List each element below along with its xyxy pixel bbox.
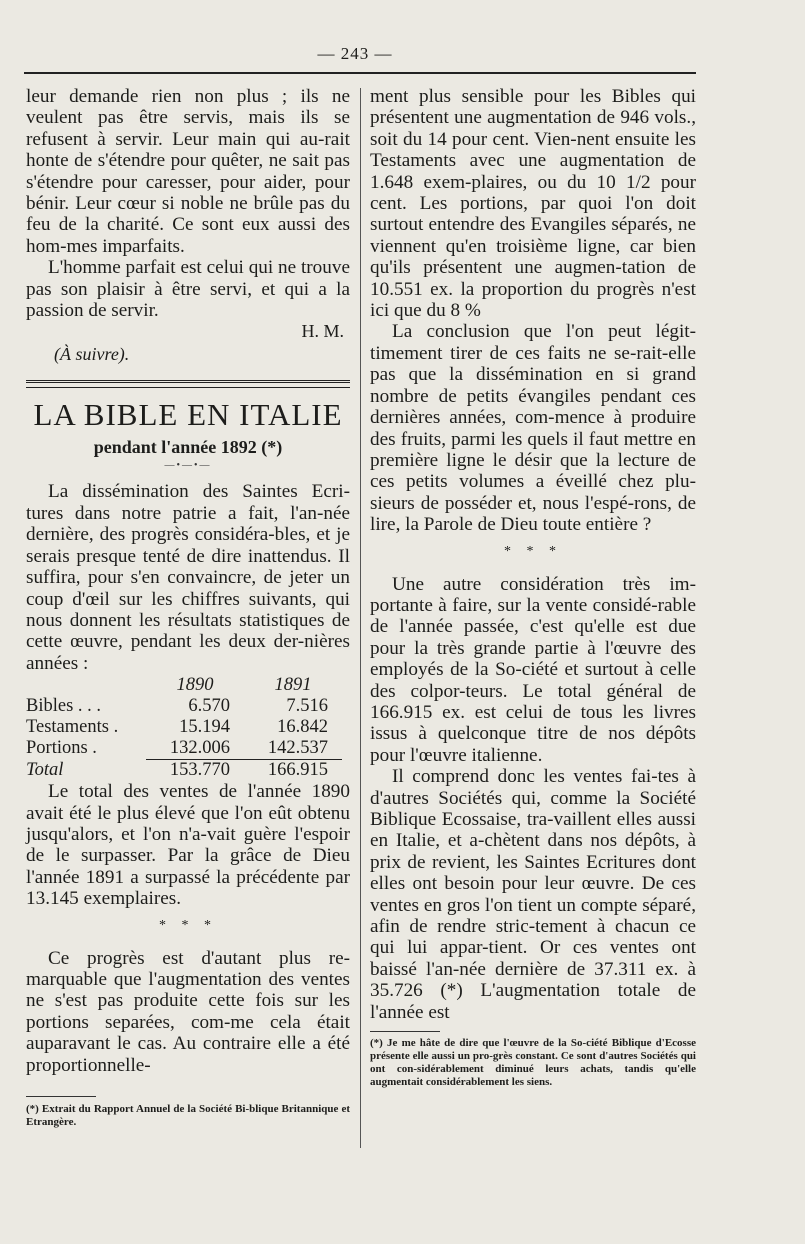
cell-1891: 7.516 bbox=[286, 696, 328, 717]
continued-paragraph: ment plus sensible pour les Bibles qui présentent une augmentation de 946 vols., soit du 14 pour cent. Vien-nent ensuite les Testaments avec une augmentation de 1.648 exem-plaires, ou du 10 1/2 pour cent. Les portions, par quoi l'on doit surtout entendre des Evangiles séparés, ne viennent qu'en troisième ligne, car bien qu'ils présentent une augmen-tation de 10.551 ex. la proportion du progrès n'est ici que du 8 % bbox=[370, 86, 696, 322]
table-header-row bbox=[26, 675, 342, 696]
page-number: — 243 — bbox=[317, 44, 393, 63]
year-header: 1891 bbox=[274, 675, 312, 696]
row-label: Portions . bbox=[26, 738, 97, 759]
table-row bbox=[26, 738, 342, 760]
article-subtitle: pendant l'année 1892 (*) bbox=[93, 437, 283, 458]
total-row bbox=[26, 760, 342, 782]
footnote: (*) Extrait du Rapport Annuel de la Société Bi-blique Britannique et Etrangère. bbox=[26, 1103, 350, 1128]
column-divider bbox=[360, 88, 361, 1148]
footnote-rule bbox=[26, 1096, 96, 1097]
year-header: 1890 bbox=[176, 675, 214, 696]
header-rule bbox=[24, 72, 696, 74]
cell-1890: 15.194 bbox=[179, 717, 230, 738]
right-column bbox=[370, 86, 696, 1089]
footnote-rule bbox=[370, 1031, 440, 1032]
cell-1891: 142.537 bbox=[244, 738, 342, 760]
intro-paragraph: La dissémination des Saintes Ecri-tures dans notre patrie a fait, l'an-née dernière, des progrès considéra-bles, et je serais presque tenté de dire inattendus. Il suffira, pour s'en convaincre, de jeter un coup d'œil sur les chiffres suivants, qui nous donnent les résultats statistiques de cette œuvre, pendant les deux der-nières années : bbox=[26, 481, 350, 674]
row-label: Testaments . bbox=[26, 717, 119, 738]
footnote: (*) Je me hâte de dire que l'œuvre de la So-ciété Biblique d'Ecosse présente elle aussi un pro-grès constant. Ce sont d'autres Sociétés qui ont con-sidérablement diminué leurs achats, tandis qu'elle augmentait considérablement les siens. bbox=[370, 1037, 696, 1089]
left-column bbox=[26, 86, 350, 1129]
total-label: Total bbox=[26, 759, 64, 780]
ornament-divider: —•—•— bbox=[164, 460, 212, 472]
section-divider bbox=[26, 380, 350, 388]
cell-1890: 6.570 bbox=[188, 696, 230, 717]
paragraph: Le total des ventes de l'année 1890 avait été le plus élevé que l'on eût obtenu jusqu'alors, et l'on n'a-vait guère l'espoir de le surpasser. Par la grâce de Dieu l'année 1891 a surpassé la précédente par 13.145 exemplaires. bbox=[26, 781, 350, 910]
paragraph: L'homme parfait est celui qui ne trouve pas son plaisir à être servi, et qui a la passion de servir. bbox=[26, 257, 350, 322]
paragraph: Ce progrès est d'autant plus re-marquable que l'augmentation des ventes ne s'est pas produite cette fois sur les portions separées, com-me cela était auparavant le cas. Au contraire elle a été proportionnelle- bbox=[26, 947, 350, 1076]
to-be-continued: (À suivre). bbox=[54, 344, 130, 365]
table-row bbox=[26, 717, 342, 738]
section-stars: * * * bbox=[159, 917, 217, 933]
paragraph: Il comprend donc les ventes fai-tes à d'autres Sociétés qui, comme la Société Biblique Ecossaise, tra-vaillent elles aussi en Italie, et a-chètent dans nos dépôts, à prix de revient, les Saintes Ecritures dont elles ont besoin pour leur œuvre. De ces ventes en gros l'on tient un compte séparé, afin de rendre stric-tement à chacun ce qui lui appar-tient. Or ces ventes ont baissé l'an-née dernière de 37.311 ex. à 35.726 (*) L'augmentation totale de l'année est bbox=[370, 766, 696, 1023]
cell-1891: 16.842 bbox=[277, 717, 328, 738]
cell-1890: 132.006 bbox=[146, 738, 244, 760]
total-1891: 166.915 bbox=[267, 760, 328, 781]
paragraph: Une autre considération très im-portante à faire, sur la vente considé-rable de l'année passée, c'est qu'elle est due pour la très grande partie à l'œuvre des employés de la So-ciété et surtout à celle des colpor-teurs. Le total général de 166.915 ex. est celui de tous les livres issus à quelconque titre de nos dépôts pour l'œuvre italienne. bbox=[370, 573, 696, 766]
sales-table bbox=[26, 675, 342, 781]
section-stars: * * * bbox=[504, 543, 562, 559]
article-title: LA BIBLE EN ITALIE bbox=[33, 397, 343, 433]
author-signature: H. M. bbox=[301, 321, 344, 342]
table-row bbox=[26, 696, 342, 717]
paragraph: La conclusion que l'on peut légit-timement tirer de ces faits ne se-rait-elle pas que la dissémination en si grand nombre de petits évangiles pendant ces dernières années, com-mence à produire des fruits, parmi les quels il faut mettre en première ligne le désir que la lecture de ces petits volumes a éveillé chez plu-sieurs de posséder et, nous l'espé-rons, de lire, la Parole de Dieu toute entière ? bbox=[370, 321, 696, 536]
row-label: Bibles . . . bbox=[26, 696, 102, 717]
total-1890: 153.770 bbox=[169, 760, 230, 781]
continued-paragraph: leur demande rien non plus ; ils ne veulent pas être servis, mais ils se refusent à servir. Leur main qui au-rait honte de s'étendre pour quêter, ne sait pas s'étendre pour caresser, pour aider, pour bénir. Leur cœur si noble ne brûle pas du feu de la charité. Ce sont eux aussi des hom-mes imparfaits. bbox=[26, 86, 350, 257]
